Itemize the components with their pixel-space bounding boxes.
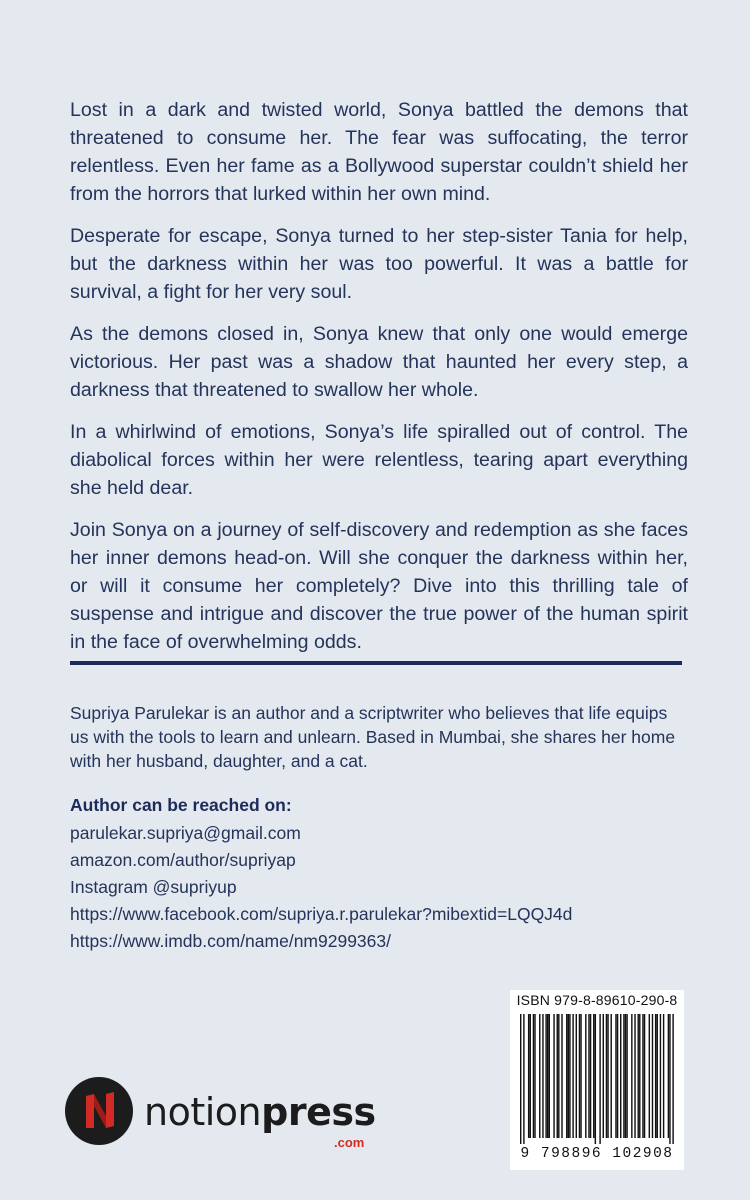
contact-facebook: https://www.facebook.com/supriya.r.parulekar?mibextid=LQQJ4d [70, 904, 573, 924]
isbn-barcode-panel [510, 990, 684, 1170]
blurb-paragraph-3: As the demons closed in, Sonya knew that only one would emerge victorious. Her past was a shadow that haunted her every step, a darkness that threatened to swallow her whole. [70, 323, 688, 401]
contact-list [70, 820, 572, 955]
blurb-paragraph-1: Lost in a dark and twisted world, Sonya battled the demons that threatened to consume her. The fear was suffocating, the terror relentless. Even her fame as a Bollywood superstar couldn’t shield her from the horrors that lurked within her own mind. [70, 99, 688, 205]
author-bio-text: Supriya Parulekar is an author and a scriptwriter who believes that life equips us with the tools to learn and unlearn. Based in Mumbai, she shares her home with her husband, daughter, and a cat. [70, 703, 676, 771]
publisher-name-bold: press [261, 1090, 376, 1134]
contact-email: parulekar.supriya@gmail.com [70, 823, 301, 843]
blurb-paragraph-2: Desperate for escape, Sonya turned to her step-sister Tania for help, but the darkness within her was too powerful. It was a battle for survival, a fight for her very soul. [70, 225, 688, 303]
blurb-paragraph-5: Join Sonya on a journey of self-discovery and redemption as she faces her inner demons head-on. Will she conquer the darkness within her, or will it consume her completely? Dive into this thrilling tale of suspense and intrigue and discover the true power of the human spirit in the face of overwhelming odds. [70, 519, 688, 653]
back-cover-blurb [70, 96, 688, 670]
publisher-name-regular: notion [144, 1090, 262, 1134]
contact-heading: Author can be reached on: [70, 795, 292, 815]
isbn-label: ISBN 979-8-89610-290-8 [516, 992, 678, 1008]
contact-amazon: amazon.com/author/supriyap [70, 850, 296, 870]
barcode-icon [520, 1014, 674, 1144]
notionpress-n-logo-icon [64, 1076, 134, 1146]
contact-imdb: https://www.imdb.com/name/nm9299363/ [70, 931, 391, 951]
barcode-digits: 9 798896 102908 [520, 1146, 674, 1162]
publisher-domain: .com [334, 1135, 365, 1150]
publisher-logo [64, 1070, 404, 1160]
blurb-paragraph-4: In a whirlwind of emotions, Sonya’s life spiralled out of control. The diabolical forces within her were relentless, tearing apart everything she held dear. [70, 421, 688, 499]
section-divider [70, 661, 682, 665]
contact-instagram: Instagram @supriyup [70, 877, 237, 897]
author-bio [70, 701, 688, 773]
publisher-wordmark [144, 1090, 376, 1134]
